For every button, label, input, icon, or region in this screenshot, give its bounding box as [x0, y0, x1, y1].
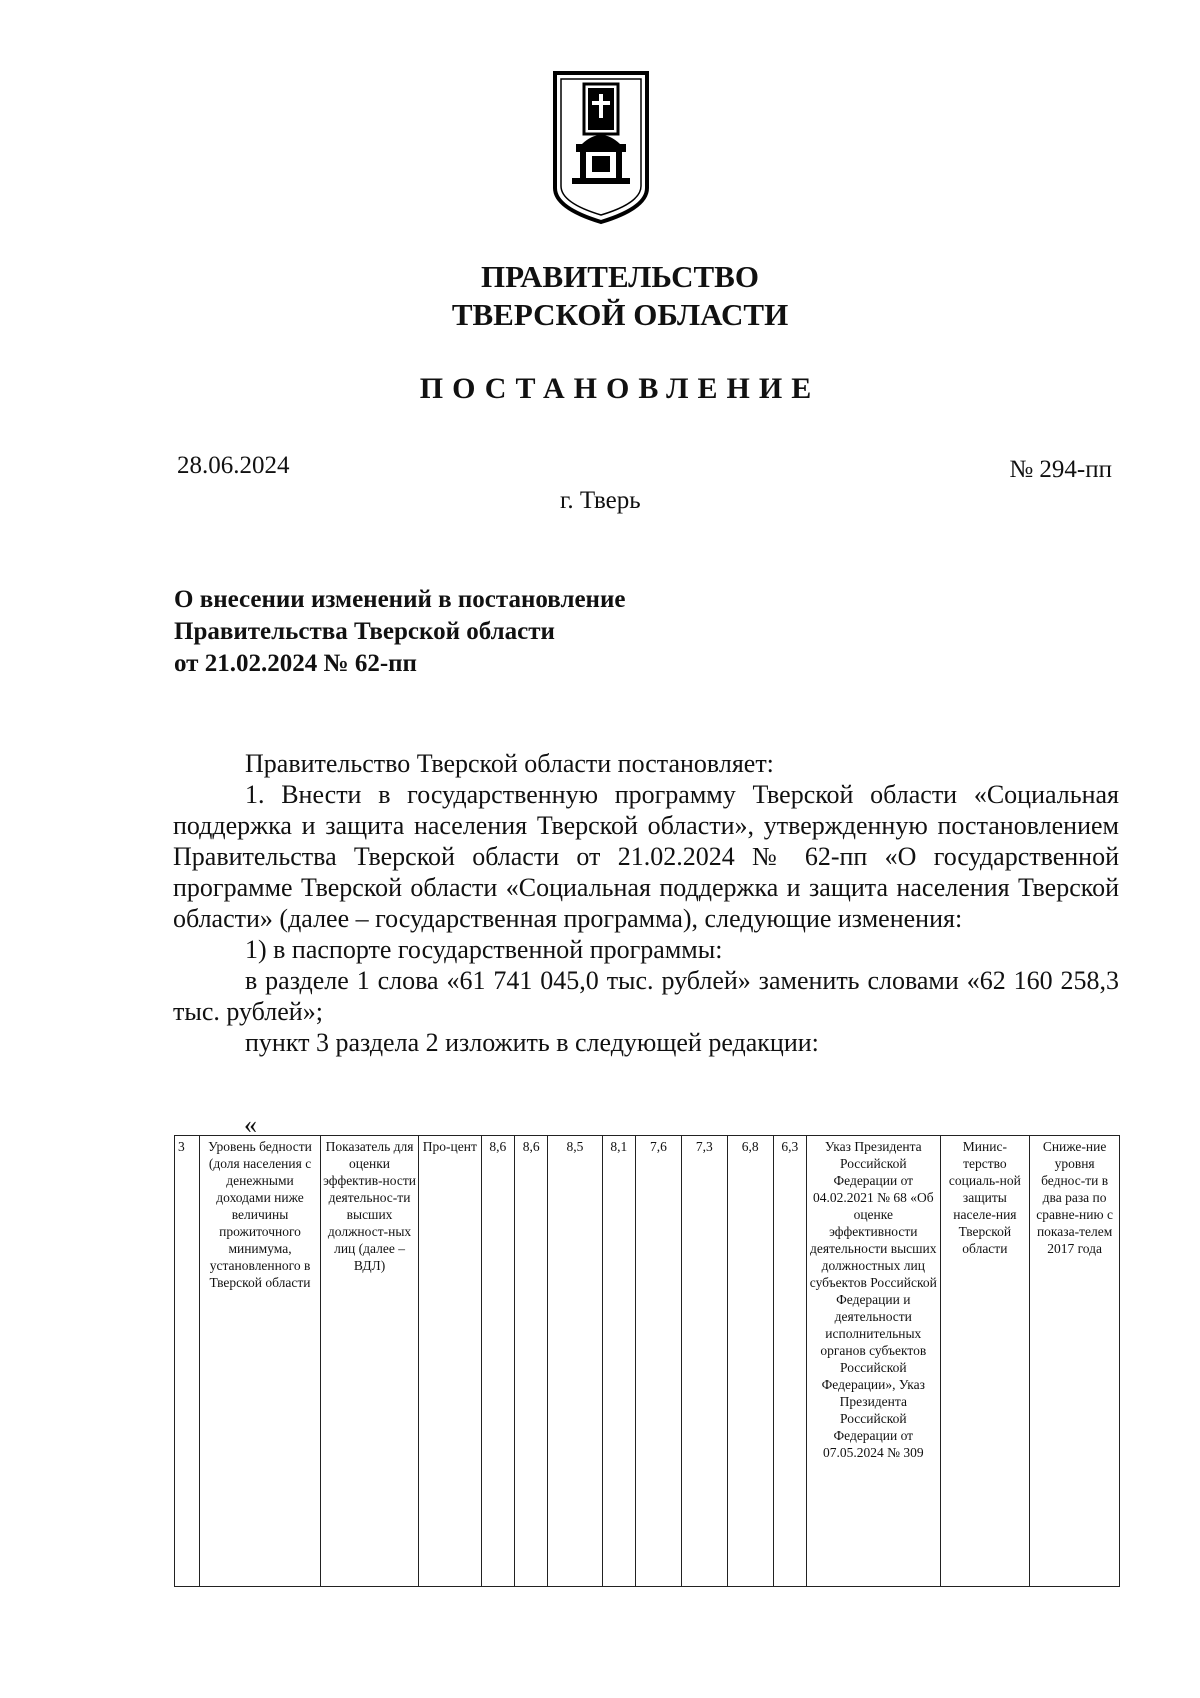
- cell-value: 8,6: [515, 1136, 548, 1587]
- cell-legal-basis: Указ Президента Российской Федерации от 04.02.2021 № 68 «Об оценке эффективности деятельности высших должностных лиц субъектов Российской Федерации и деятельности исполнительных органов субъектов Российской Федерации», Указ Президента Российской Федерации от 07.05.2024 № 309: [807, 1136, 941, 1587]
- paragraph-subitem-1: 1) в паспорте государственной программы:: [245, 935, 723, 964]
- tver-coat-of-arms-icon: [552, 70, 650, 226]
- cell-value: 8,1: [602, 1136, 635, 1587]
- document-number: № 294-пп: [1009, 456, 1112, 483]
- government-title: [0, 258, 1200, 334]
- cell-indicator-name: Уровень бедности (доля населения с денежными доходами ниже величины прожиточного минимума, установленного в Тверской области: [200, 1136, 321, 1587]
- cell-value: 8,6: [481, 1136, 514, 1587]
- cell-value: 8,5: [548, 1136, 602, 1587]
- subject-line2: Правительства Тверской области: [174, 618, 555, 645]
- quote-open-mark: «: [244, 1110, 257, 1139]
- cell-value: 6,3: [773, 1136, 806, 1587]
- cell-goal: Сниже-ние уровня беднос-ти в два раза по сравне-нию с показа-телем 2017 года: [1030, 1136, 1120, 1587]
- document-type: ПОСТАНОВЛЕНИЕ: [419, 372, 821, 405]
- paragraph-section-2-change: пункт 3 раздела 2 изложить в следующей редакции:: [245, 1028, 819, 1057]
- government-title-line2: ТВЕРСКОЙ ОБЛАСТИ: [451, 297, 789, 332]
- document-date: 28.06.2024: [177, 452, 290, 479]
- indicator-table: [174, 1135, 1120, 1587]
- cell-value: 7,3: [681, 1136, 727, 1587]
- subject-line3: от 21.02.2024 № 62-пп: [174, 650, 417, 677]
- cell-number: 3: [175, 1136, 200, 1587]
- paragraph-preamble: Правительство Тверской области постановляет:: [245, 749, 774, 778]
- cell-value: 6,8: [727, 1136, 773, 1587]
- table-row: [175, 1136, 1120, 1587]
- paragraph-item-1: 1. Внести в государственную программу Тверской области «Социальная поддержка и защита населения Тверской области», утвержденную постановлением Правительства Тверской области от 21.02.2024 № 62-пп «О государственной программе Тверской области «Социальная поддержка и защита населения Тверской области» (далее – государственная программа), следующие изменения:: [173, 780, 1119, 933]
- document-body: [173, 748, 1119, 1058]
- government-title-line1: ПРАВИТЕЛЬСТВО: [481, 259, 759, 294]
- cell-value: 7,6: [635, 1136, 681, 1587]
- cell-unit: Про-цент: [419, 1136, 482, 1587]
- subject-line1: О внесении изменений в постановление: [174, 586, 626, 613]
- paragraph-section-1-change: в разделе 1 слова «61 741 045,0 тыс. рублей» заменить словами «62 160 258,3 тыс. рублей»;: [173, 966, 1119, 1026]
- document-city: г. Тверь: [560, 487, 641, 514]
- cell-responsible: Минис-терство социаль-ной защиты населе-ния Тверской области: [940, 1136, 1030, 1587]
- document-subject: [174, 584, 625, 680]
- cell-indicator-type: Показатель для оценки эффектив-ности деятельнос-ти высших должност-ных лиц (далее – ВДЛ): [321, 1136, 419, 1587]
